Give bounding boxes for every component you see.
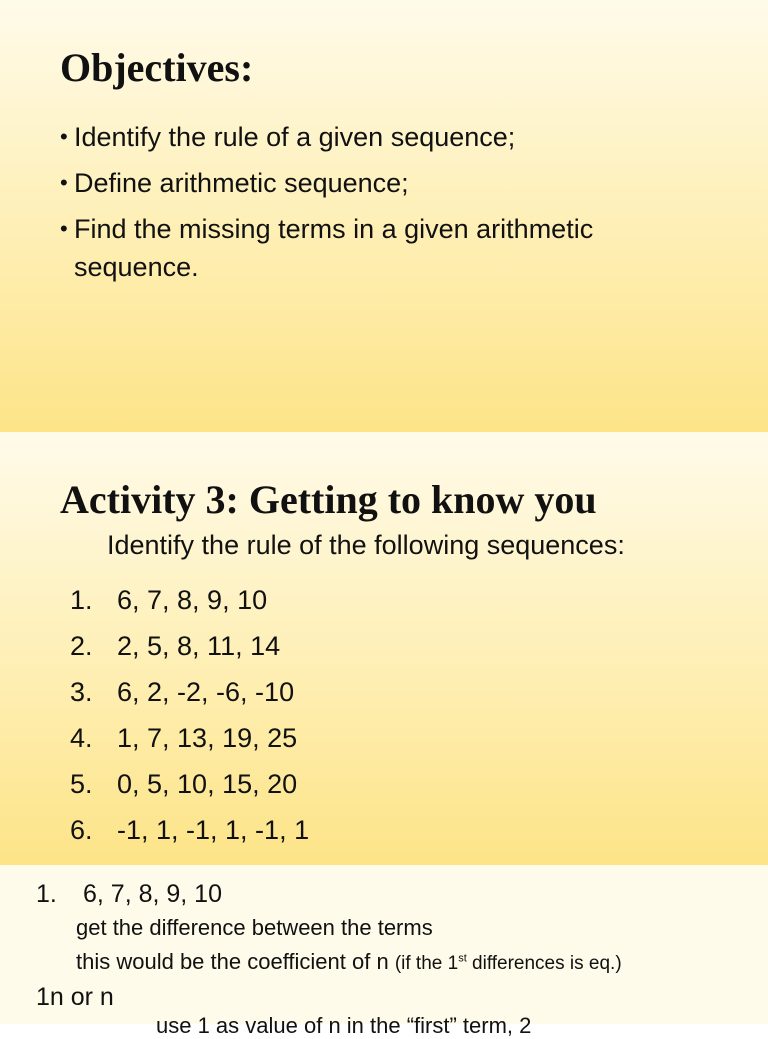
sequence-text: 6, 7, 8, 9, 10 (83, 880, 222, 908)
list-item (70, 761, 309, 807)
step-text-coefficient (76, 949, 622, 975)
bullet-text: Find the missing terms in a given arithmetic sequence. (74, 214, 594, 282)
sequence-text: 6, 7, 8, 9, 10 (117, 585, 268, 615)
bullet-text: Define arithmetic sequence; (74, 168, 409, 198)
item-number: 2. (70, 631, 93, 661)
solution-item (36, 880, 222, 909)
solution-notes (0, 865, 768, 1038)
item-number: 4. (70, 723, 93, 753)
list-item (70, 807, 309, 853)
step-note: (if the 1st differences is eq.) (394, 952, 622, 974)
item-number: 6. (70, 815, 93, 845)
list-item (70, 715, 309, 761)
sequence-text: 6, 2, -2, -6, -10 (117, 677, 295, 707)
step-text: get the difference between the terms (76, 915, 433, 940)
activity-instruction: Identify the rule of the following sequences: (107, 530, 625, 560)
slide-title: Activity 3: Getting to know you (60, 477, 597, 522)
bullet-text: Identify the rule of a given sequence; (74, 122, 516, 152)
list-item (60, 164, 634, 202)
bullet-icon: • (60, 216, 68, 241)
item-number: 3. (70, 677, 93, 707)
objectives-list (60, 118, 634, 294)
sequence-text: 2, 5, 8, 11, 14 (117, 631, 281, 661)
step-result: 1n or n (36, 983, 114, 1011)
slide-activity-3 (0, 432, 768, 865)
item-number: 1. (70, 585, 93, 615)
list-item (60, 210, 634, 286)
sequence-text: 1, 7, 13, 19, 25 (117, 723, 298, 753)
item-number: 1. (36, 880, 57, 908)
list-item (70, 577, 309, 623)
bullet-icon: • (60, 124, 68, 149)
step-text: use 1 as value of n in the “first” term, 2 (156, 1013, 532, 1038)
step-text: this would be the coefficient of n (76, 949, 389, 974)
sequence-text: 0, 5, 10, 15, 20 (117, 769, 298, 799)
slide-objectives (0, 0, 768, 432)
list-item (70, 623, 309, 669)
slide-solution (0, 865, 768, 1038)
sequence-list (70, 577, 309, 853)
sequence-text: -1, 1, -1, 1, -1, 1 (117, 815, 310, 845)
slide-title: Objectives: (60, 45, 254, 90)
item-number: 5. (70, 769, 93, 799)
list-item (70, 669, 309, 715)
list-item (60, 118, 634, 156)
bullet-icon: • (60, 170, 68, 195)
